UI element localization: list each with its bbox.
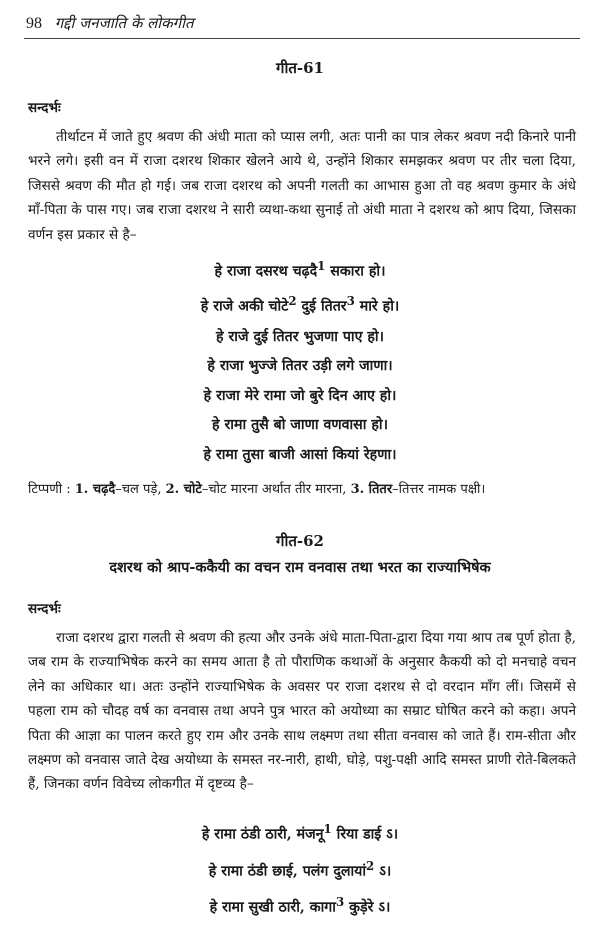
footnote-marker: 1 <box>317 259 326 273</box>
footnote-term: 2. चोटे <box>165 482 202 497</box>
verse-text: दुई तितर <box>296 299 347 316</box>
verse-text: हे राजे दुई तितर भुजणा पाए हो। <box>216 328 384 345</box>
verse-text: सकारा हो। <box>325 263 386 280</box>
verse-line <box>0 814 600 851</box>
footnote-term: 1. चढ़दै <box>74 482 116 497</box>
footnote-marker: 3 <box>346 294 355 309</box>
verse-text: हे राजा दसरथ चढ़दै <box>214 263 318 280</box>
page-header <box>26 13 194 33</box>
verse-text: मारे हो। <box>354 299 400 316</box>
verse-line <box>0 287 600 322</box>
verse-line <box>0 441 600 471</box>
footnote-marker: 2 <box>366 858 375 873</box>
geet-62-sandarbh-label: सन्दर्भः <box>28 601 61 617</box>
footnote-term: 3. तितर <box>350 482 393 497</box>
verse-text: हे रामा तुसा बाजी आसां कियां रेहणा। <box>203 447 397 464</box>
verse-text: हे रामा ठंडी छाई, पलंग दुलायां <box>208 863 367 880</box>
geet-61-verses <box>0 252 600 471</box>
geet-62-paragraph <box>28 626 576 797</box>
running-title: गद्दी जनजाति के लोकगीत <box>54 14 194 32</box>
geet-62-paragraph-text: राजा दशरथ द्वारा गलती से श्रवण की हत्या और उनके अंधे माता-पिता-द्वारा दिया गया श्राप तब पूर्ण होता है, जब राम के राज्याभिषेक करने का समय आता है तो पौराणिक कथाओं के अनुसार कैकयी को दो मनचाहे वचन लेने का अधिकार था। अतः उन्होंने राज्याभिषेक के अवसर पर राजा दशरथ से दो वरदान माँग लीं। जिसमें से पहला राम को चौदह वर्ष का वनवास तथा अपने पुत्र भारत को अयोध्या का सम्राट घोषित करने को कहा। अपने पिता की आज्ञा का पालन करते हुए राम और उनके साथ लक्ष्मण तथा सीता वनवास को जाते हैं। राम-सीता और लक्ष्मण को वनवास जाते देख अयोध्या के समस्त नर-नारी, हाथी, घोड़े, पशु-पक्षी आदि समस्त प्राणी रोते-बिलकते हैं, जिनका वर्णन विवेच्य लोकगीत में दृष्टव्य है– <box>28 630 576 793</box>
footnote-marker: 2 <box>288 294 297 309</box>
footnote-label: टिप्पणी : <box>28 482 75 497</box>
verse-text: रिया डाई ऽ। <box>331 826 399 843</box>
geet-61-title: गीत-61 <box>276 59 324 77</box>
verse-line <box>0 352 600 382</box>
geet-62-title: गीत-62 <box>276 532 324 550</box>
geet-61-sandarbh-label: सन्दर्भः <box>28 100 61 116</box>
verse-text: हे राजे अकी चोटे <box>200 299 289 316</box>
footnote-marker: 3 <box>335 895 345 910</box>
verse-line <box>0 411 600 441</box>
footnote-marker: 1 <box>323 822 332 836</box>
geet-61-paragraph-text: तीर्थाटन में जाते हुए श्रवण की अंधी माता को प्यास लगी, अतः पानी का पात्र लेकर श्रवण नदी किनारे पानी भरने लगे। इसी वन में राजा दशरथ शिकार खेलने आये थे, उन्होंने शिकार समझकर श्रवण पर तीर चला दिया, जिससे श्रवण की मौत हो गई। जब राजा दशरथ को अपनी गलती का आभास हुआ तो वह श्रवण कुमार के अंधे माँ-पिता के पास गए। जब राजा दशरथ ने सारी व्यथा-कथा सुनाई तो अंधी माता ने दशरथ को श्राप दिया, जिसका वर्णन इस प्रकार से है– <box>28 129 576 243</box>
verse-text: कुड़ेरे ऽ। <box>344 900 391 917</box>
verse-text: हे रामा सुखी ठारी, कागा <box>209 900 336 917</box>
verse-text: हे राजा भुज्जे तितर उड़ी लगे जाणा। <box>207 358 393 375</box>
footnote-meaning: –तित्तर नामक पक्षी। <box>392 482 486 497</box>
verse-text: हे रामा तुसै बो जाणा वणवासा हो। <box>212 417 388 434</box>
verse-line <box>0 887 600 924</box>
verse-line <box>0 851 600 888</box>
verse-line <box>0 323 600 353</box>
verse-text: ऽ। <box>374 863 392 880</box>
verse-line <box>0 382 600 412</box>
verse-line <box>0 252 600 287</box>
geet-61-paragraph <box>28 125 576 247</box>
verse-text: हे रामा ठंडी ठारी, मंजनू <box>201 826 324 843</box>
footnote-meaning: –चल पड़े, <box>115 482 166 497</box>
geet-61-footnote <box>28 479 588 497</box>
geet-62-subtitle: दशरथ को श्राप-ककैयी का वचन राम वनवास तथा भरत का राज्याभिषेक <box>109 559 491 576</box>
footnote-meaning: –चोट मारना अर्थात तीर मारना, <box>201 482 351 497</box>
geet-62-verses <box>0 814 600 924</box>
page-number: 98 <box>26 15 42 32</box>
header-rule <box>24 38 580 39</box>
verse-text: हे राजा मेरे रामा जो बुरे दिन आए हो। <box>203 387 397 404</box>
